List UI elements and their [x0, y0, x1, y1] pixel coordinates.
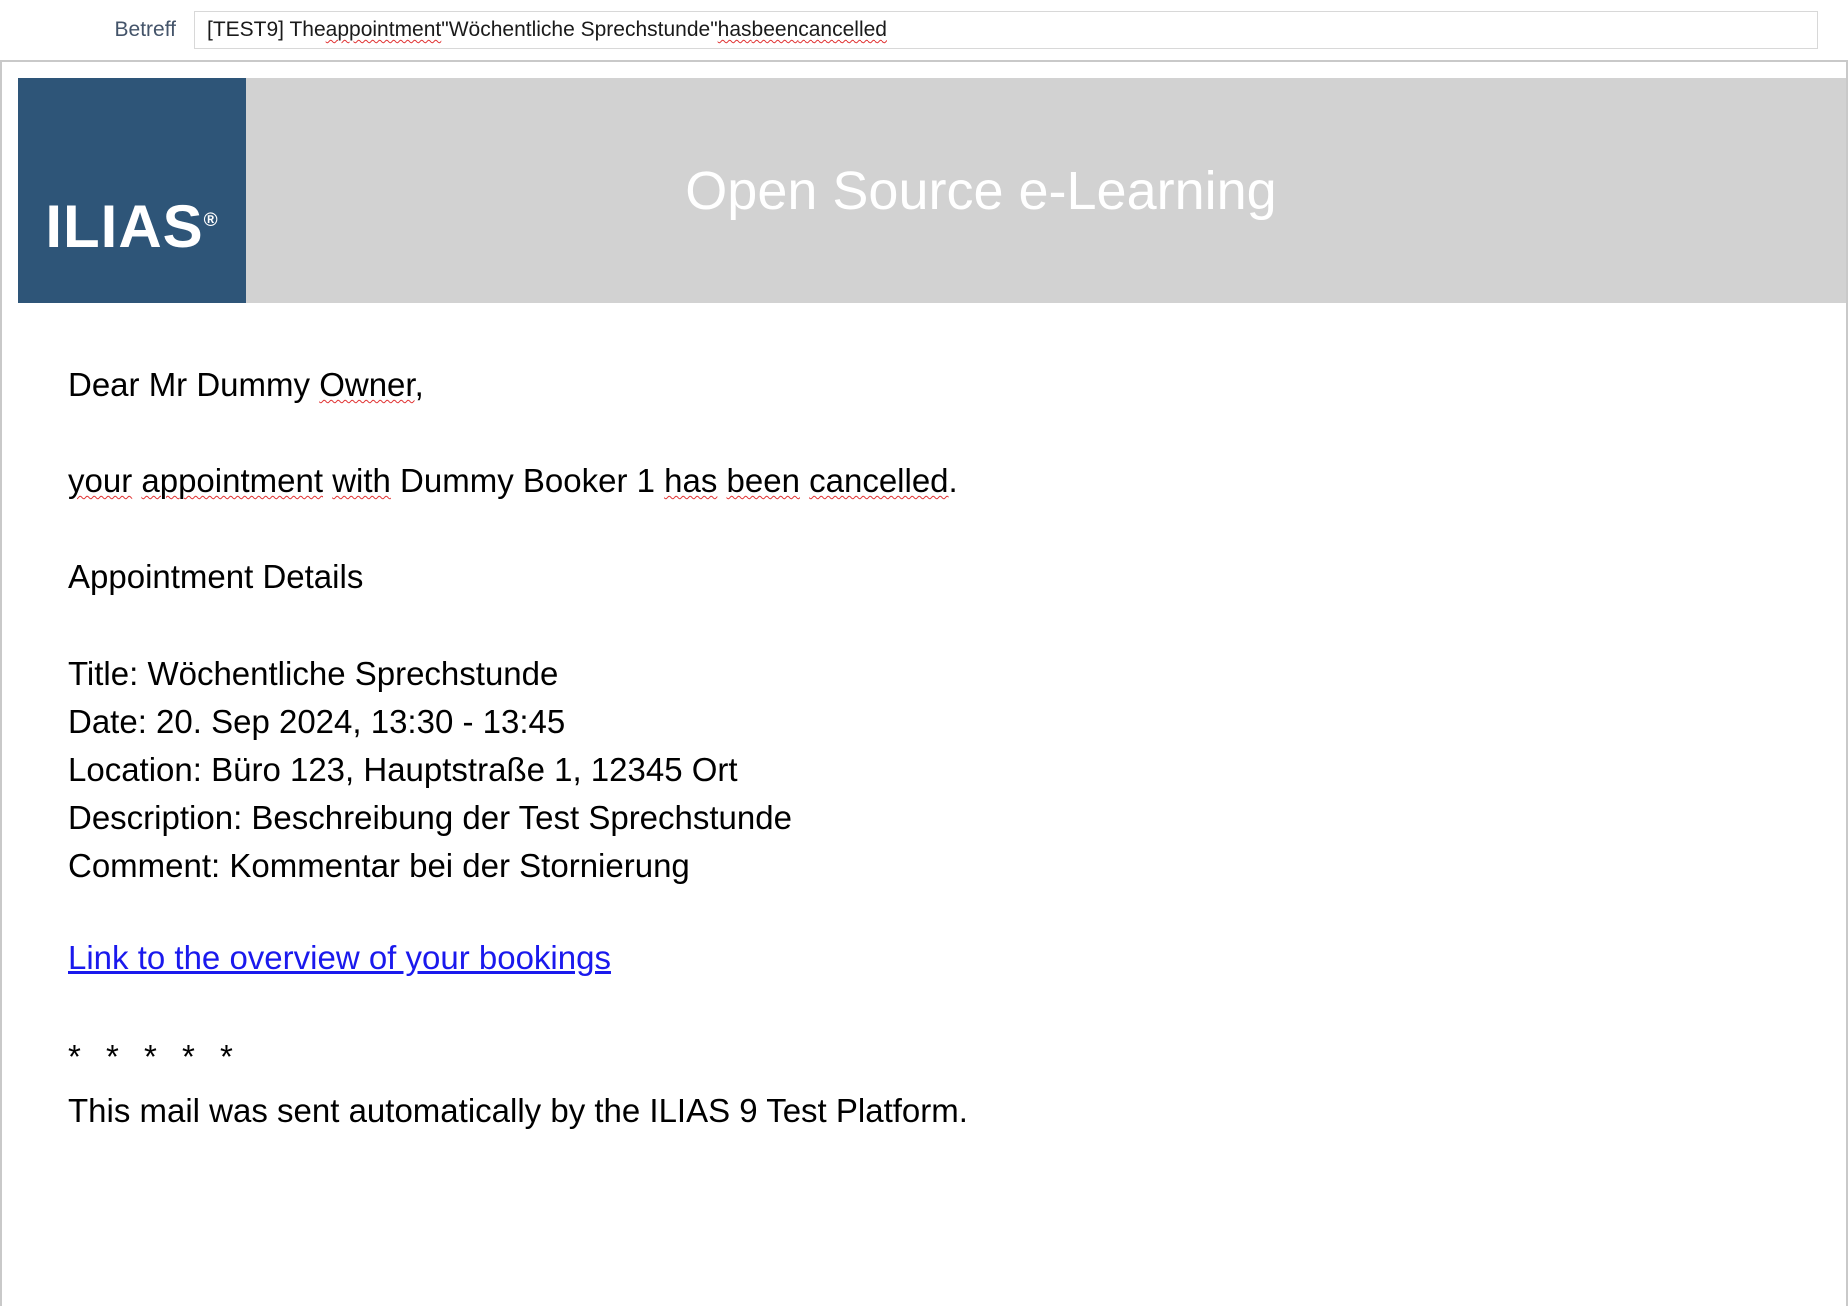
intro-s2: [323, 462, 332, 499]
detail-title: Title: Wöchentliche Sprechstunde: [68, 654, 559, 692]
subject-label: Betreff: [114, 18, 176, 41]
separator-stars: * * * * *: [68, 1037, 241, 1075]
mail-body-text: [2, 303, 1846, 1135]
banner-title: Open Source e-Learning: [685, 160, 1277, 221]
intro-suffix: .: [948, 462, 958, 500]
intro-paragraph: [68, 457, 1846, 505]
salutation-suffix: ,: [414, 366, 424, 403]
intro-w4: has: [664, 462, 718, 500]
intro-w5: been: [726, 462, 800, 500]
detail-location: Location: Büro 123, Hauptstraße 1, 12345 Ort: [68, 750, 738, 788]
footer-note: This mail was sent automatically by the ILIAS 9 Test Platform.: [68, 1091, 968, 1129]
salutation-name: Owner: [319, 366, 415, 403]
subject-text-prefix: [TEST9] The: [207, 18, 326, 41]
intro-s4: [800, 462, 809, 499]
ilias-logo-wordmark: ILIAS: [45, 193, 204, 260]
appointment-details-list: [68, 650, 1846, 891]
salutation: [68, 361, 1846, 409]
detail-comment: Comment: Kommentar bei der Stornierung: [68, 847, 690, 885]
subject-text-mid: "Wöchentliche Sprechstunde": [441, 18, 718, 41]
subject-row: [0, 0, 1848, 60]
intro-w1: your: [68, 462, 133, 500]
intro-w2: appointment: [141, 462, 324, 500]
intro-s3: [717, 462, 726, 499]
intro-w3: with: [332, 462, 391, 500]
intro-w6: cancelled: [809, 462, 949, 500]
ilias-logo-text: [45, 192, 218, 303]
subject-input[interactable]: [194, 11, 1818, 49]
subject-text-word2: has: [717, 18, 752, 41]
ilias-header-banner: [18, 78, 1846, 303]
bookings-link-row: [68, 934, 1846, 982]
intro-s1: [132, 462, 141, 499]
bookings-overview-link[interactable]: Link to the overview of your bookings: [68, 939, 611, 977]
mail-body-frame: [0, 60, 1848, 1306]
subject-text-word3: been: [751, 18, 799, 41]
detail-description: Description: Beschreibung der Test Sprechstunde: [68, 799, 792, 837]
salutation-prefix: Dear Mr Dummy: [68, 366, 320, 403]
subject-text-word4: cancelled: [798, 18, 887, 41]
detail-date: Date: 20. Sep 2024, 13:30 - 13:45: [68, 702, 566, 740]
subject-text-word1: appointment: [325, 18, 442, 41]
details-heading: Appointment Details: [68, 558, 364, 596]
ilias-logo: [18, 78, 246, 303]
intro-mid: Dummy Booker 1: [390, 462, 665, 500]
registered-trademark-icon: ®: [203, 210, 219, 231]
